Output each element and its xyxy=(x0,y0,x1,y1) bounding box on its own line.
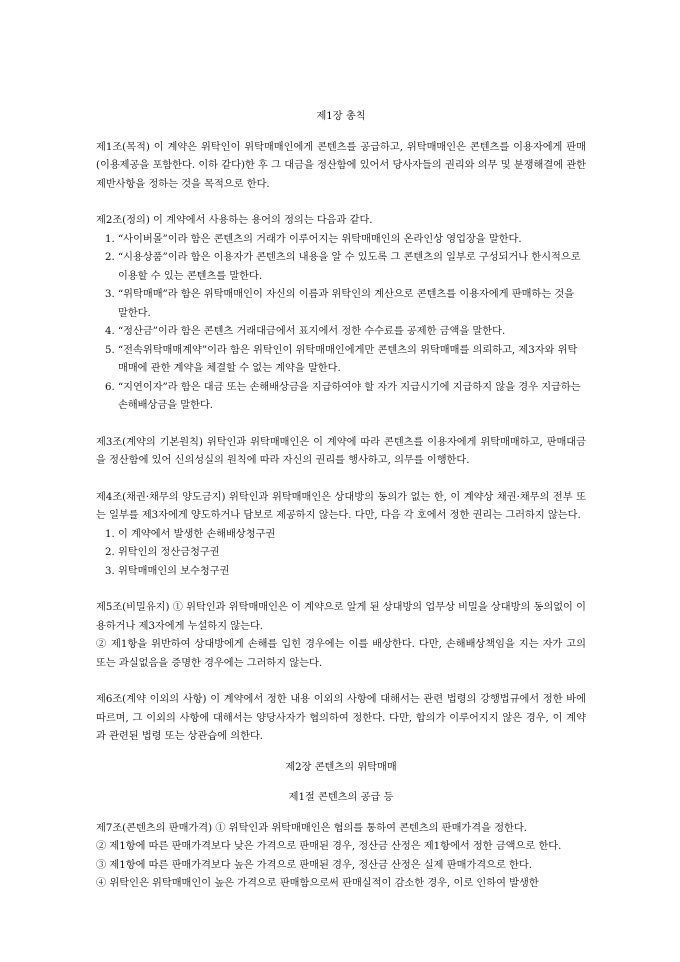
article-2-item: 3. “위탁매매”라 함은 위탁매매인이 자신의 이름과 위탁인의 계산으로 콘텐츠를 이용자에게 판매하는 것을 말한다. xyxy=(105,289,575,319)
article-2-item: 5. “전속위탁매매계약”이라 함은 위탁인이 위탁매매인에게만 콘텐츠의 위탁매매를 의뢰하고, 제3자와 위탁매매에 관한 계약을 체결할 수 없는 계약을 말한다. xyxy=(105,344,578,374)
article-6: 제6조(계약 이외의 사항) 이 계약에서 정한 내용 이외의 사항에 대해서는 관련 법령의 강행법규에서 정한 바에 따르며, 그 이외의 사항에 대해서는 양당사자가 협의하여 정한다. 다만, 합의가 이루어지지 않은 경우, 이 계약과 관련된 법령 또는 상관습에 의한다. xyxy=(96,694,586,742)
article-4-list xyxy=(96,526,586,582)
article-2-item: 6. “지연이자”라 함은 대금 또는 손해배상금을 지급하여야 할 자가 지급시기에 지급하지 않을 경우 지급하는 손해배상금을 말한다. xyxy=(105,381,581,411)
article-4-item: 1. 이 계약에서 발생한 손해배상청구권 xyxy=(105,528,276,540)
article-4-item: 2. 위탁인의 정산금청구권 xyxy=(105,547,220,558)
article-2-item: 1. “사이버몰”이라 함은 콘텐츠의 거래가 이루어지는 위탁매매인의 온라인상 영업장을 말한다. xyxy=(105,233,522,245)
article-5-para-2: ② 제1항을 위반하여 상대방에게 손해를 입힌 경우에는 이를 배상한다. 다만, 손해배상책임을 지는 자가 고의 또는 과실없음을 증명한 경우에는 그러하지 않는다. xyxy=(96,639,586,669)
chapter1-title: 제1장 총칙 xyxy=(316,111,366,122)
chapter2-title: 제2장 콘텐츠의 위탁매매 xyxy=(285,761,397,773)
article-7-para-3: ③ 제1항에 따른 판매가격보다 높은 가격으로 판매된 경우, 정산금 산정은 실제 판매가격으로 한다. xyxy=(96,859,532,871)
section1-title: 제1절 콘텐츠의 공급 등 xyxy=(288,792,394,803)
article-2-item: 2. “시용상품”이라 함은 이용자가 콘텐츠의 내용을 알 수 있도록 그 콘텐츠의 일부로 구성되거나 한시적으로 이용할 수 있는 콘텐츠를 말한다. xyxy=(105,252,581,282)
article-7-para-1: 제7조(콘텐츠의 판매가격) ① 위탁인과 위탁매매인은 협의를 통하여 콘텐츠의 판매가격을 정한다. xyxy=(96,822,527,834)
article-7-para-2: ② 제1항에 따른 판매가격보다 낮은 가격으로 판매된 경우, 정산금 산정은 제1항에서 정한 금액으로 한다. xyxy=(96,841,562,852)
article-2-intro: 제2조(정의) 이 계약에서 사용하는 용어의 정의는 다음과 같다. xyxy=(96,215,373,226)
article-5-para-1: 제5조(비밀유지) ① 위탁인과 위탁매매인은 이 계약으로 알게 된 상대방의 업무상 비밀을 상대방의 동의없이 이용하거나 제3자에게 누설하지 않는다. xyxy=(96,602,586,632)
article-1: 제1조(목적) 이 계약은 위탁인이 위탁매매인에게 콘텐츠를 공급하고, 위탁매매인은 콘텐츠를 이용자에게 판매(이용제공을 포함한다. 이하 같다)한 후 그 대금을 정산함에 있어서 당사자들의 권리와 의무 및 분쟁해결에 관한 제반사항을 정하는 것을 목적으로 한다. xyxy=(96,141,586,190)
article-4-intro: 제4조(채권·채무의 양도금지) 위탁인과 위탁매매인은 상대방의 동의가 없는 한, 이 계약상 채권·채무의 전부 또는 일부를 제3자에게 양도하거나 담보로 제공하지 않는다. 다만, 다음 각 호에서 정한 권리는 그러하지 않는다. xyxy=(96,491,586,521)
article-2-list xyxy=(96,231,586,416)
article-3: 제3조(계약의 기본원칙) 위탁인과 위탁매매인은 이 계약에 따라 콘텐츠를 이용자에게 위탁매매하고, 판매대금을 정산함에 있어 신의성실의 원칙에 따라 자신의 권리를 행사하고, 의무를 이행한다. xyxy=(96,436,586,466)
article-7-para-4: ④ 위탁인은 위탁매매인이 높은 가격으로 판매함으로써 판매실적이 감소한 경우, 이로 인하여 발생한 xyxy=(96,878,539,889)
article-4-item: 3. 위탁매매인의 보수청구권 xyxy=(105,565,230,577)
article-2-item: 4. “정산금”이라 함은 콘텐츠 거래대금에서 표지에서 정한 수수료를 공제한 금액을 말한다. xyxy=(105,326,506,337)
